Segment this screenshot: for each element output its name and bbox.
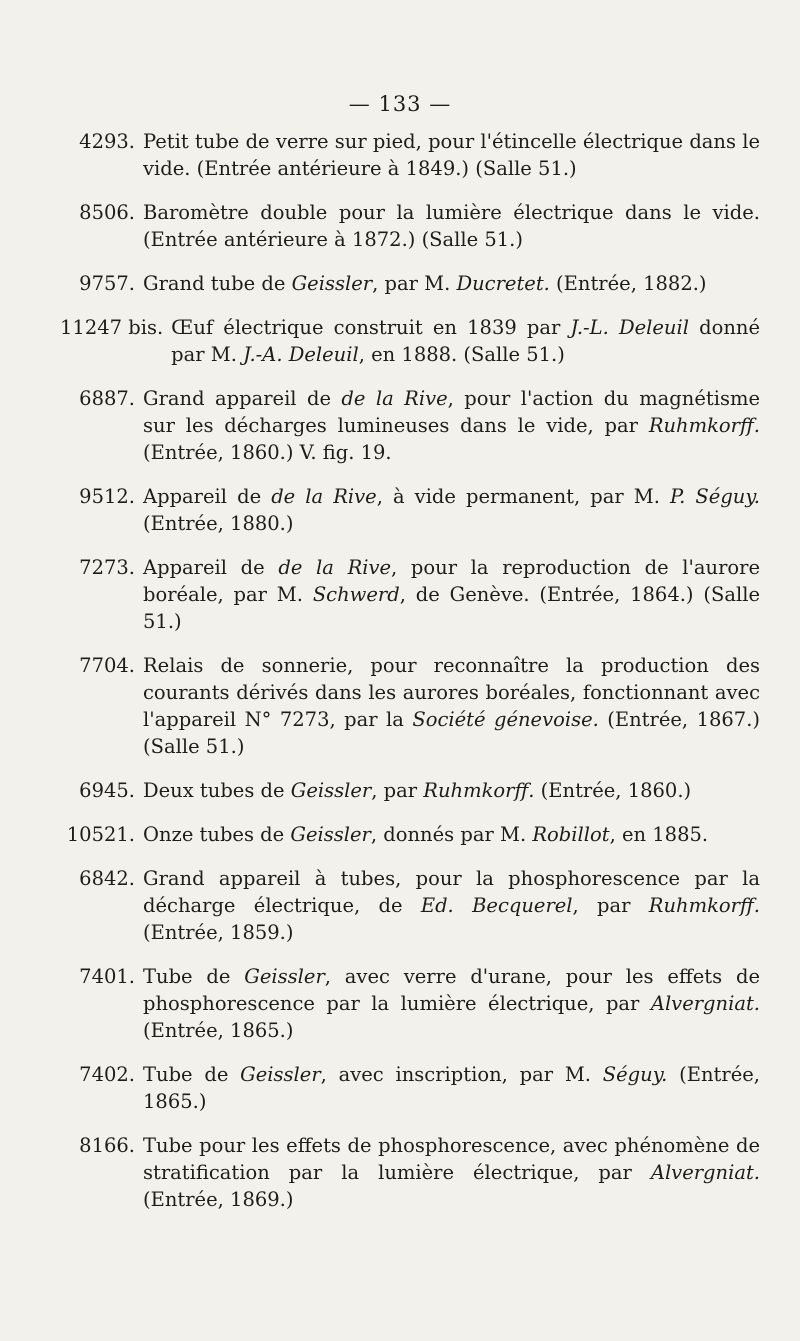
catalog-entry	[60, 314, 760, 368]
text-run: , à vide permanent, par M.	[376, 485, 670, 508]
entry-number: 7402.	[79, 1063, 135, 1086]
italic-name: Geissler	[290, 823, 371, 846]
entry-description	[143, 199, 760, 253]
catalog-entry	[60, 821, 760, 848]
text-run: , par	[572, 894, 649, 917]
entry-number: 6945.	[79, 779, 135, 802]
entry-description	[143, 385, 760, 466]
text-run: (Entrée, 1859.)	[143, 921, 294, 944]
text-run: donné par M.	[171, 316, 760, 366]
entry-description	[143, 865, 760, 946]
entry-description	[143, 128, 760, 182]
italic-name: Société génevoise.	[412, 708, 599, 731]
entry-description	[143, 963, 760, 1044]
text-run: , par	[371, 779, 424, 802]
italic-name: de la Rive	[278, 556, 392, 579]
entry-number: 7704.	[79, 654, 135, 677]
text-run: Tube pour les effets de phosphorescence, avec phénomène de stratification par la lumière électrique, par	[143, 1134, 760, 1184]
entry-description	[143, 1061, 760, 1115]
text-run: (Entrée, 1865.)	[143, 1063, 760, 1113]
entry-number: 4293.	[79, 130, 135, 153]
italic-name: Ruhmkorff.	[423, 779, 535, 802]
entry-description	[143, 270, 760, 297]
text-run: , en 1888. (Salle 51.)	[358, 343, 565, 366]
catalog-entry	[60, 554, 760, 635]
entry-number: 7273.	[79, 556, 135, 579]
text-run: , par M.	[372, 272, 457, 295]
text-run: Œuf électrique construit en 1839 par	[171, 316, 571, 339]
catalog-entry	[60, 199, 760, 253]
text-run: , pour la reproduction de l'aurore boréale, par M.	[143, 556, 760, 606]
italic-name: Ducretet.	[456, 272, 550, 295]
entry-number: 6887.	[79, 387, 135, 410]
italic-name: de la Rive	[341, 387, 448, 410]
text-run: (Entrée, 1860.)	[534, 779, 692, 802]
catalog-entry	[60, 865, 760, 946]
italic-name: Geissler	[290, 779, 372, 802]
catalog-entry	[60, 652, 760, 760]
entry-description	[143, 554, 760, 635]
catalog-entry	[60, 385, 760, 466]
entry-number: 10521.	[66, 823, 135, 846]
text-run: , avec inscription, par M.	[320, 1063, 603, 1086]
italic-name: Geissler	[244, 965, 325, 988]
text-run: Appareil de	[143, 485, 272, 508]
catalog-entry	[60, 963, 760, 1044]
text-run: Baromètre double pour la lumière électrique dans le vide. (Entrée antérieure à 1872.) (Salle 51.)	[143, 201, 760, 251]
page-number: — 133 —	[348, 92, 452, 116]
italic-name: Ruhmkorff.	[648, 414, 760, 437]
italic-name: Alvergniat.	[650, 1161, 760, 1184]
entry-number: 8166.	[79, 1134, 135, 1157]
italic-name: de la Rive	[271, 485, 377, 508]
italic-name: P. Séguy.	[669, 485, 760, 508]
text-run: , de Genève. (Entrée, 1864.) (Salle 51.)	[143, 583, 760, 633]
italic-name: J.-A. Deleuil	[243, 343, 359, 366]
catalog-entry	[60, 1132, 760, 1213]
entry-number: 11247 bis.	[60, 316, 164, 339]
italic-name: Geissler	[291, 272, 373, 295]
text-run: (Entrée, 1880.)	[143, 512, 294, 535]
text-run: , pour l'action du magnétisme sur les décharges lumineuses dans le vide, par	[143, 387, 760, 437]
italic-name: J.-L. Deleuil	[570, 316, 689, 339]
entry-description	[143, 652, 760, 760]
text-run: (Entrée, 1869.)	[143, 1188, 294, 1211]
entry-number: 6842.	[79, 867, 135, 890]
entry-number: 8506.	[79, 201, 135, 224]
text-run: Relais de sonnerie, pour reconnaître la production des courants dérivés dans les aurores boréales, fonctionnant avec l'appareil N° 7273, par la	[143, 654, 760, 731]
text-run: , avec verre d'urane, pour les effets de phosphorescence par la lumière électrique, par	[143, 965, 761, 1015]
text-run: Grand appareil à tubes, pour la phosphorescence par la décharge électrique, de	[143, 867, 760, 917]
catalog-entry	[60, 1061, 760, 1115]
italic-name: Séguy.	[602, 1063, 668, 1086]
text-run: (Entrée, 1882.)	[549, 272, 707, 295]
entry-number: 9512.	[79, 485, 135, 508]
entry-description	[171, 314, 760, 368]
text-run: Appareil de	[143, 556, 279, 579]
text-run: (Entrée, 1860.) V. fig. 19.	[143, 441, 392, 464]
entry-description	[143, 1132, 760, 1213]
text-run: Grand appareil de	[143, 387, 342, 410]
italic-name: Schwerd	[312, 583, 400, 606]
catalog-entries	[60, 128, 760, 1230]
text-run: Deux tubes de	[143, 779, 291, 802]
catalog-entry	[60, 777, 760, 804]
entry-description	[143, 821, 760, 848]
text-run: Onze tubes de	[143, 823, 291, 846]
text-run: Grand tube de	[143, 272, 292, 295]
italic-name: Alvergniat.	[650, 992, 760, 1015]
text-run: (Entrée, 1865.)	[143, 1019, 294, 1042]
text-run: , en 1885.	[609, 823, 709, 846]
catalog-entry	[60, 128, 760, 182]
text-run: Petit tube de verre sur pied, pour l'étincelle électrique dans le vide. (Entrée antérieure à 1849.) (Salle 51.)	[143, 130, 760, 180]
text-run: Tube de	[143, 965, 245, 988]
entry-number: 7401.	[79, 965, 135, 988]
entry-description	[143, 483, 760, 537]
italic-name: Ruhmkorff.	[648, 894, 760, 917]
catalog-entry	[60, 483, 760, 537]
text-run: , donnés par M.	[370, 823, 533, 846]
text-run: (Entrée, 1867.) (Salle 51.)	[143, 708, 760, 758]
entry-number: 9757.	[79, 272, 135, 295]
text-run: Tube de	[143, 1063, 241, 1086]
italic-name: Geissler	[240, 1063, 321, 1086]
entry-description	[143, 777, 760, 804]
catalog-entry	[60, 270, 760, 297]
italic-name: Robillot	[532, 823, 610, 846]
italic-name: Ed. Becquerel	[420, 894, 573, 917]
